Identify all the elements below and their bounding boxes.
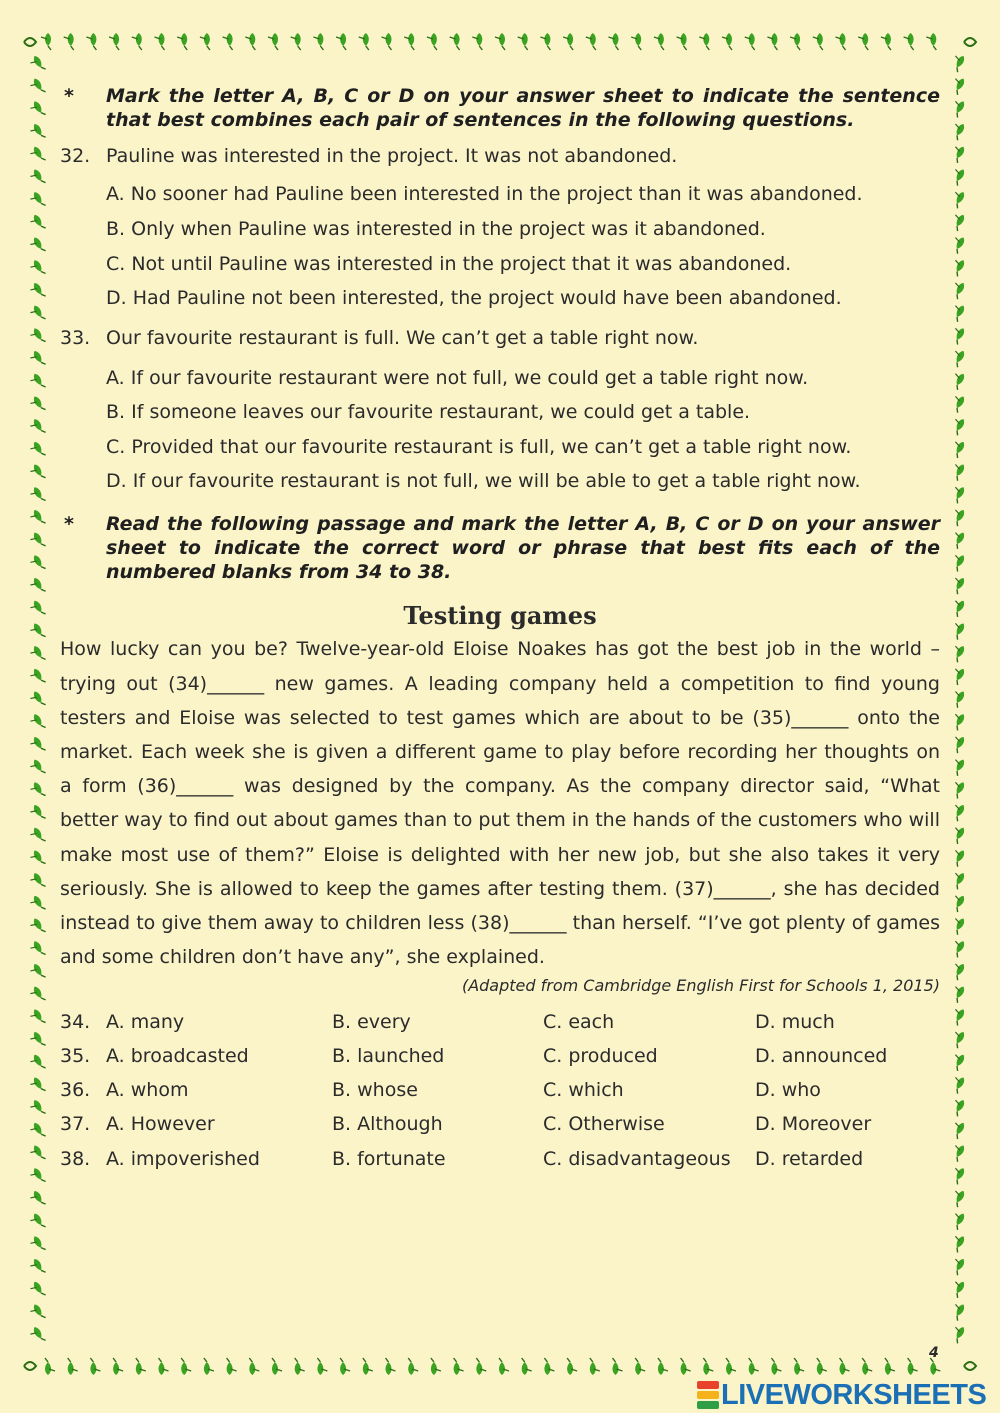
leaf-icon: [204, 1358, 214, 1375]
instruction-text: Read the following passage and mark the letter A, B, C or D on your answer sheet to indicate the correct word or phrase that best fits each of the numbered blanks from 34 to 38.: [106, 513, 940, 583]
leaf-icon: [658, 1358, 668, 1375]
leaf-icon: [563, 33, 573, 50]
leaf-icon: [949, 189, 966, 209]
passage-line: a form (36)______ was designed by the company. As the company director said, “What: [60, 775, 940, 797]
leaf-icon: [677, 33, 687, 50]
leaf-icon: [28, 1053, 45, 1073]
corner-swirl-icon: [24, 1362, 36, 1370]
leaf-icon: [28, 826, 45, 846]
leaf-icon: [28, 735, 45, 755]
leaf-icon: [949, 1097, 966, 1117]
leaf-icon: [181, 1358, 191, 1375]
leaf-icon: [382, 33, 392, 50]
leaf-icon: [336, 33, 346, 50]
leaf-icon: [245, 33, 255, 50]
leaf-icon: [949, 847, 966, 867]
leaf-icon: [132, 33, 142, 50]
leaf-icon: [28, 804, 45, 824]
logo-text: LIVEWORKSHEETS: [721, 1378, 987, 1411]
leaf-icon: [28, 1121, 45, 1141]
leaf-icon: [794, 1358, 804, 1375]
leaf-icon: [41, 33, 51, 50]
question-33-stem: Our favourite restaurant is full. We can’t get a table right now.: [106, 327, 699, 349]
leaf-icon: [949, 688, 966, 708]
option-36-b: B. whose: [332, 1079, 418, 1101]
option-37-a: A. However: [106, 1113, 215, 1135]
leaf-icon: [317, 1358, 327, 1375]
leaf-icon: [949, 348, 966, 368]
leaf-icon: [113, 1358, 123, 1375]
leaf-icon: [949, 257, 966, 277]
passage-line: How lucky can you be? Twelve-year-old Eloise Noakes has got the best job in the world –: [60, 638, 940, 660]
question-33-option-d: D. If our favourite restaurant is not full, we will be able to get a table right now.: [106, 470, 861, 492]
leaf-icon: [949, 325, 966, 345]
leaf-icon: [28, 304, 45, 324]
question-number-36: 36.: [60, 1079, 91, 1101]
leaf-icon: [28, 395, 45, 415]
leaf-icon: [949, 1051, 966, 1071]
leaf-icon: [28, 577, 45, 597]
leaf-icon: [268, 33, 278, 50]
option-34-c: C. each: [543, 1011, 615, 1033]
leaf-icon: [840, 1358, 850, 1375]
leaf-icon: [28, 145, 45, 165]
leaf-icon: [28, 213, 45, 233]
question-33-option-c: C. Provided that our favourite restaurant is full, we can’t get a table right now.: [106, 436, 852, 458]
passage-line: make most use of them?” Eloise is delighted with her new job, but she also takes it very: [60, 844, 940, 866]
leaf-icon: [109, 33, 119, 50]
leaf-icon: [949, 733, 966, 753]
leaf-icon: [949, 620, 966, 640]
question-32-option-b: B. Only when Pauline was interested in the project was it abandoned.: [106, 218, 766, 240]
leaf-icon: [949, 1142, 966, 1162]
passage-source: (Adapted from Cambridge English First for Schools 1, 2015): [461, 976, 940, 995]
passage-line: testers and Eloise was selected to test games which are about to be (35)______ onto the: [60, 707, 940, 729]
corner-swirl-icon: [24, 38, 36, 46]
option-34-d: D. much: [755, 1011, 835, 1033]
leaf-icon: [28, 1235, 45, 1255]
question-number-35: 35.: [60, 1045, 91, 1067]
leaf-icon: [949, 1006, 966, 1026]
option-35-d: D. announced: [755, 1045, 888, 1067]
leaf-icon: [28, 1212, 45, 1232]
leaf-icon: [249, 1358, 259, 1375]
leaf-icon: [359, 33, 369, 50]
leaf-icon: [817, 1358, 827, 1375]
leaf-icon: [159, 1358, 169, 1375]
leaf-icon: [28, 372, 45, 392]
leaf-icon: [28, 463, 45, 483]
page-number: 4: [929, 1345, 939, 1361]
leaf-icon: [28, 1099, 45, 1119]
leaf-icon: [609, 33, 619, 50]
leaf-icon: [949, 711, 966, 731]
leaf-icon: [313, 33, 323, 50]
leaf-icon: [200, 33, 210, 50]
logo-mark-icon: [697, 1381, 719, 1409]
leaf-icon: [64, 33, 74, 50]
leaf-icon: [177, 33, 187, 50]
leaf-icon: [28, 100, 45, 120]
leaf-icon: [28, 781, 45, 801]
leaf-icon: [790, 33, 800, 50]
passage-line: instead to give them away to children less (38)______ than herself. “I’ve got plenty of games: [60, 912, 940, 934]
question-number-33: 33.: [60, 327, 91, 349]
leaf-icon: [28, 1326, 45, 1346]
leaf-icon: [28, 690, 45, 710]
leaf-icon: [28, 985, 45, 1005]
option-38-b: B. fortunate: [332, 1148, 446, 1170]
leaf-icon: [949, 643, 966, 663]
question-33-option-b: B. If someone leaves our favourite restaurant, we could get a table.: [106, 401, 751, 423]
leaf-icon: [28, 622, 45, 642]
leaf-icon: [949, 552, 966, 572]
leaf-icon: [28, 350, 45, 370]
leaf-icon: [949, 665, 966, 685]
leaf-icon: [949, 211, 966, 231]
leaf-icon: [450, 33, 460, 50]
leaf-icon: [567, 1358, 577, 1375]
question-33-option-a: A. If our favourite restaurant were not full, we could get a table right now.: [106, 367, 809, 389]
leaf-icon: [949, 1029, 966, 1049]
leaf-icon: [340, 1358, 350, 1375]
option-38-d: D. retarded: [755, 1148, 864, 1170]
leaf-icon: [949, 393, 966, 413]
leaf-icon: [949, 370, 966, 390]
leaf-icon: [722, 33, 732, 50]
leaf-icon: [272, 1358, 282, 1375]
question-32-option-d: D. Had Pauline not been interested, the project would have been abandoned.: [106, 287, 842, 309]
logo-bar-green: [697, 1401, 719, 1409]
passage-line: trying out (34)______ new games. A leading company held a competition to find young: [60, 673, 940, 695]
leaf-icon: [404, 33, 414, 50]
option-34-b: B. every: [332, 1011, 411, 1033]
logo-bar-red: [697, 1381, 719, 1389]
leaf-icon: [28, 554, 45, 574]
leaf-icon: [495, 33, 505, 50]
leaf-icon: [949, 938, 966, 958]
option-35-c: C. produced: [543, 1045, 658, 1067]
leaf-icon: [28, 713, 45, 733]
leaf-icon: [28, 1076, 45, 1096]
leaf-icon: [904, 33, 914, 50]
option-37-b: B. Although: [332, 1113, 443, 1135]
question-32-option-c: C. Not until Pauline was interested in the project that it was abandoned.: [106, 253, 792, 275]
logo-bar-yellow: [697, 1391, 719, 1399]
leaf-icon: [28, 894, 45, 914]
leaf-icon: [28, 191, 45, 211]
leaf-icon: [28, 940, 45, 960]
leaf-icon: [949, 960, 966, 980]
passage-line: seriously. She is allowed to keep the games after testing them. (37)______, she has decided: [60, 878, 940, 900]
leaf-icon: [908, 1358, 918, 1375]
leaf-icon: [949, 779, 966, 799]
leaf-icon: [155, 33, 165, 50]
leaf-icon: [227, 1358, 237, 1375]
leaf-icon: [885, 1358, 895, 1375]
leaf-icon: [949, 575, 966, 595]
leaf-icon: [28, 1258, 45, 1278]
question-32-option-a: A. No sooner had Pauline been interested in the project than it was abandoned.: [106, 183, 863, 205]
leaf-icon: [949, 983, 966, 1003]
leaf-icon: [926, 33, 936, 50]
leaf-icon: [949, 461, 966, 481]
leaf-icon: [949, 416, 966, 436]
leaf-icon: [949, 1119, 966, 1139]
leaf-icon: [949, 1165, 966, 1185]
leaf-icon: [28, 531, 45, 551]
corner-swirl-icon: [964, 1362, 976, 1370]
leaf-icon: [540, 33, 550, 50]
leaf-icon: [949, 1233, 966, 1253]
leaf-icon: [862, 1358, 872, 1375]
leaf-icon: [28, 599, 45, 619]
leaf-icon: [949, 279, 966, 299]
leaf-icon: [223, 33, 233, 50]
leaf-icon: [726, 1358, 736, 1375]
leaf-icon: [949, 438, 966, 458]
leaf-icon: [28, 962, 45, 982]
leaf-icon: [522, 1358, 532, 1375]
instruction-marker: *: [64, 85, 74, 107]
passage-line: and some children don’t have any”, she explained.: [60, 946, 545, 968]
leaf-icon: [476, 1358, 486, 1375]
leaf-icon: [28, 872, 45, 892]
leaf-icon: [949, 824, 966, 844]
instruction-text: Mark the letter A, B, C or D on your answer sheet to indicate the sentence that best combines each pair of sentences in the following questions.: [106, 85, 940, 131]
option-38-c: C. disadvantageous: [543, 1148, 731, 1170]
leaf-icon: [28, 418, 45, 438]
leaf-icon: [631, 33, 641, 50]
leaf-icon: [431, 1358, 441, 1375]
leaf-icon: [949, 484, 966, 504]
leaf-icon: [454, 1358, 464, 1375]
question-number-37: 37.: [60, 1113, 91, 1135]
leaf-icon: [949, 892, 966, 912]
leaf-icon: [654, 33, 664, 50]
leaf-icon: [858, 33, 868, 50]
leaf-icon: [28, 77, 45, 97]
leaf-icon: [881, 33, 891, 50]
leaf-icon: [28, 1167, 45, 1187]
leaf-icon: [28, 440, 45, 460]
leaf-icon: [45, 1358, 55, 1375]
leaf-icon: [949, 1324, 966, 1344]
leaf-icon: [613, 1358, 623, 1375]
question-number-32: 32.: [60, 145, 91, 167]
leaf-icon: [949, 506, 966, 526]
leaf-icon: [590, 1358, 600, 1375]
liveworksheets-logo: [697, 1378, 986, 1412]
leaf-icon: [771, 1358, 781, 1375]
leaf-icon: [767, 33, 777, 50]
option-35-b: B. launched: [332, 1045, 445, 1067]
leaf-icon: [363, 1358, 373, 1375]
leaf-icon: [28, 123, 45, 143]
leaf-icon: [703, 1358, 713, 1375]
leaf-icon: [949, 1187, 966, 1207]
leaf-icon: [949, 1210, 966, 1230]
leaf-icon: [949, 98, 966, 118]
option-34-a: A. many: [106, 1011, 185, 1033]
leaf-icon: [949, 802, 966, 822]
leaf-icon: [949, 597, 966, 617]
leaf-icon: [68, 1358, 78, 1375]
question-number-34: 34.: [60, 1011, 91, 1033]
leaf-icon: [518, 33, 528, 50]
leaf-icon: [635, 1358, 645, 1375]
leaf-icon: [699, 33, 709, 50]
leaf-icon: [544, 1358, 554, 1375]
leaf-icon: [949, 302, 966, 322]
leaf-icon: [28, 1008, 45, 1028]
corner-swirl-icon: [964, 38, 976, 46]
question-32-stem: Pauline was interested in the project. It was not abandoned.: [106, 145, 678, 167]
instruction-marker: *: [64, 513, 74, 535]
leaf-icon: [949, 1074, 966, 1094]
leaf-icon: [836, 33, 846, 50]
leaf-icon: [28, 917, 45, 937]
leaf-icon: [949, 75, 966, 95]
leaf-icon: [586, 33, 596, 50]
option-36-c: C. which: [543, 1079, 624, 1101]
leaf-icon: [949, 915, 966, 935]
leaf-icon: [28, 236, 45, 256]
leaf-icon: [295, 1358, 305, 1375]
leaf-icon: [28, 1031, 45, 1051]
leaf-icon: [28, 327, 45, 347]
leaf-icon: [28, 1144, 45, 1164]
leaf-icon: [28, 281, 45, 301]
leaf-icon: [427, 33, 437, 50]
leaf-icon: [28, 259, 45, 279]
leaf-icon: [90, 1358, 100, 1375]
leaf-icon: [28, 1189, 45, 1209]
leaf-icon: [28, 54, 45, 74]
leaf-icon: [949, 166, 966, 186]
option-38-a: A. impoverished: [106, 1148, 260, 1170]
leaf-icon: [28, 849, 45, 869]
option-37-c: C. Otherwise: [543, 1113, 665, 1135]
leaf-icon: [291, 33, 301, 50]
leaf-icon: [28, 168, 45, 188]
option-37-d: D. Moreover: [755, 1113, 872, 1135]
option-36-d: D. who: [755, 1079, 821, 1101]
passage-title: Testing games: [403, 601, 597, 630]
leaf-icon: [949, 870, 966, 890]
leaf-icon: [949, 756, 966, 776]
leaf-icon: [28, 645, 45, 665]
option-35-a: A. broadcasted: [106, 1045, 249, 1067]
leaf-icon: [949, 52, 966, 72]
leaf-icon: [28, 1280, 45, 1300]
passage-line: market. Each week she is given a different game to play before recording her thoughts on: [60, 741, 940, 763]
leaf-icon: [28, 486, 45, 506]
leaf-icon: [499, 1358, 509, 1375]
leaf-icon: [813, 33, 823, 50]
leaf-icon: [949, 1301, 966, 1321]
leaf-icon: [949, 234, 966, 254]
passage-line: better way to find out about games than to put them in the hands of the customers who will: [60, 809, 940, 831]
leaf-icon: [949, 529, 966, 549]
leaf-icon: [472, 33, 482, 50]
leaf-icon: [28, 758, 45, 778]
leaf-icon: [28, 667, 45, 687]
leaf-icon: [949, 1256, 966, 1276]
leaf-icon: [86, 33, 96, 50]
leaf-icon: [386, 1358, 396, 1375]
option-36-a: A. whom: [106, 1079, 189, 1101]
leaf-icon: [136, 1358, 146, 1375]
leaf-icon: [28, 508, 45, 528]
question-number-38: 38.: [60, 1148, 91, 1170]
leaf-icon: [949, 143, 966, 163]
leaf-icon: [949, 121, 966, 141]
leaf-icon: [408, 1358, 418, 1375]
leaf-icon: [749, 1358, 759, 1375]
leaf-icon: [745, 33, 755, 50]
leaf-icon: [681, 1358, 691, 1375]
leaf-icon: [28, 1303, 45, 1323]
leaf-icon: [949, 1278, 966, 1298]
